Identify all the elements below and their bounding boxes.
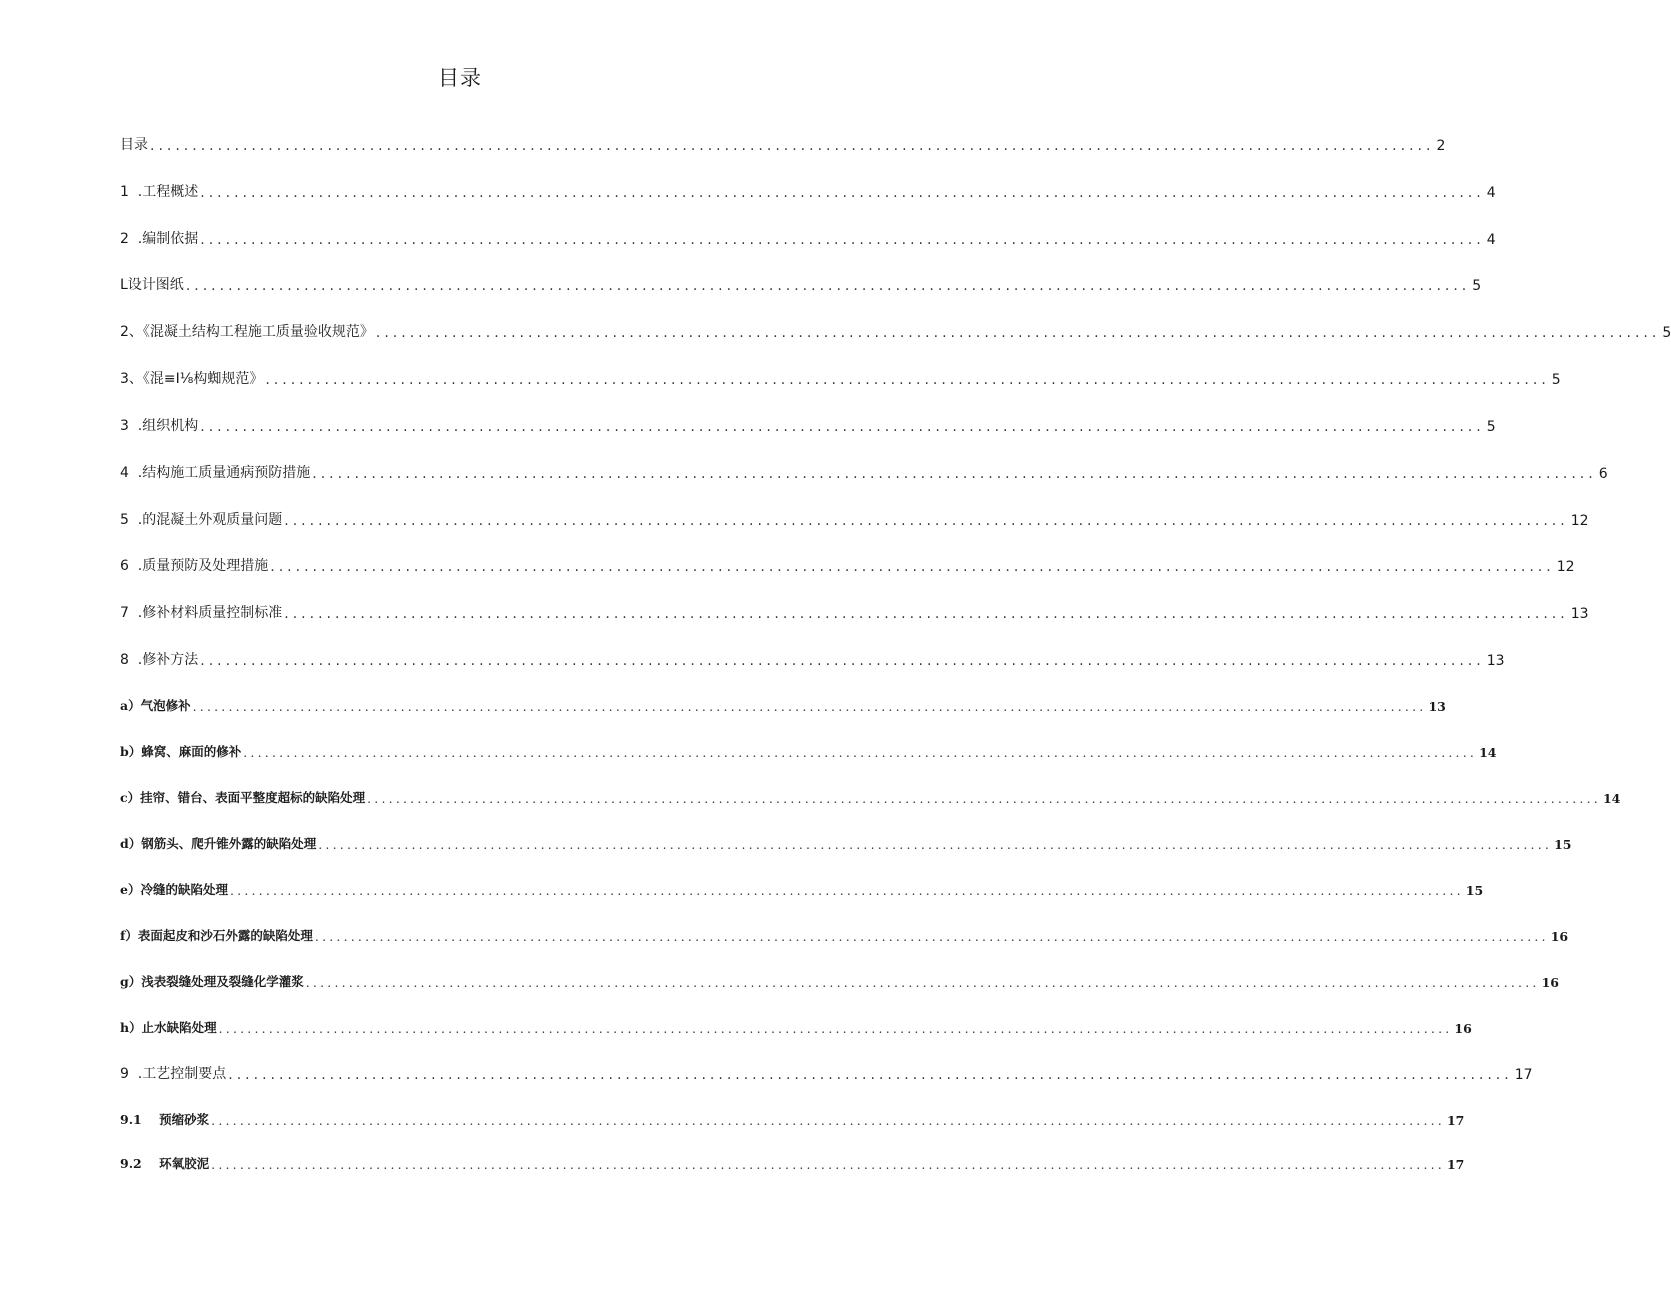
- toc-entry[interactable]: [120, 224, 1496, 248]
- dot-leader: ........................................................................................................................................................: [284, 513, 1569, 529]
- toc-page-number: 14: [1479, 745, 1497, 760]
- toc-entry-label: 8 .修补方法: [120, 652, 199, 668]
- toc-entry[interactable]: [120, 1012, 1472, 1036]
- toc-page-number: 17: [1514, 1067, 1533, 1083]
- toc-entry-label: 2 .编制依据: [120, 231, 199, 247]
- toc-page-number: 2: [1436, 138, 1446, 154]
- toc-page-number: 4: [1486, 232, 1496, 248]
- toc-entry[interactable]: [120, 177, 1496, 201]
- toc-entry[interactable]: [120, 645, 1505, 669]
- toc-page-number: 15: [1465, 883, 1484, 898]
- dot-leader: ........................................................................................................................................................: [284, 606, 1569, 622]
- dot-leader: ............................................................................................................................................................................: [229, 883, 1464, 898]
- toc-entry-label: 9.1 预缩砂浆: [120, 1112, 210, 1127]
- dot-leader: ........................................................................................................................................................: [270, 559, 1555, 575]
- toc-page-number: 12: [1556, 559, 1575, 575]
- dot-leader: ............................................................................................................................................................................: [243, 745, 1478, 760]
- toc-entry[interactable]: [120, 1148, 1465, 1172]
- toc-entry-label: c）挂帘、错台、表面平整度超标的缺陷处理: [120, 790, 366, 805]
- dot-leader: ............................................................................................................................................................................: [192, 699, 1427, 714]
- dot-leader: ........................................................................................................................................................: [200, 653, 1485, 669]
- toc-entry[interactable]: [120, 736, 1497, 760]
- dot-leader: ........................................................................................................................................................: [375, 325, 1661, 341]
- dot-leader: ........................................................................................................................................................: [312, 466, 1597, 482]
- toc-entry[interactable]: [120, 874, 1484, 898]
- toc-page-number: 17: [1446, 1157, 1465, 1172]
- toc-entry[interactable]: [120, 598, 1589, 622]
- dot-leader: ........................................................................................................................................................: [200, 232, 1485, 248]
- toc-page-number: 5: [1662, 325, 1671, 341]
- toc-entry[interactable]: [120, 411, 1496, 435]
- toc-entry[interactable]: [120, 270, 1482, 294]
- toc-page-number: 16: [1550, 929, 1569, 944]
- dot-leader: ............................................................................................................................................................................: [211, 1157, 1445, 1172]
- toc-page-number: 13: [1428, 699, 1446, 714]
- toc-page-number: 5: [1551, 372, 1561, 388]
- toc-entry[interactable]: [120, 130, 1446, 154]
- toc-entry[interactable]: [120, 828, 1572, 852]
- toc-page-number: 16: [1541, 975, 1559, 990]
- toc-entry-label: g）浅表裂缝处理及裂缝化学灌浆: [120, 974, 304, 989]
- toc-page-number: 12: [1570, 513, 1589, 529]
- page-title: 目录: [438, 66, 482, 90]
- toc-entry-label: a）气泡修补: [120, 698, 191, 713]
- toc-entry[interactable]: [120, 458, 1608, 482]
- toc-entry-label: 9.2 环氧胶泥: [120, 1156, 210, 1171]
- toc-entry[interactable]: [120, 551, 1575, 575]
- toc-page-number: 17: [1446, 1113, 1465, 1128]
- toc-entry[interactable]: [120, 1059, 1533, 1083]
- toc-entry-label: f）表面起皮和沙石外露的缺陷处理: [120, 928, 313, 943]
- dot-leader: ........................................................................................................................................................: [200, 419, 1485, 435]
- toc-page-number: 13: [1486, 653, 1505, 669]
- toc-entry-label: d）钢筋头、爬升锥外露的缺陷处理: [120, 836, 317, 851]
- dot-leader: ........................................................................................................................................................: [200, 185, 1485, 201]
- toc-entry-label: 3、《混≡I⅛构蜘规范》: [120, 371, 264, 387]
- toc-entry-label: 6 .质量预防及处理措施: [120, 558, 269, 574]
- dot-leader: ........................................................................................................................................................: [265, 372, 1550, 388]
- toc-entry[interactable]: [120, 505, 1589, 529]
- toc-entry-label: h）止水缺陷处理: [120, 1020, 217, 1035]
- toc-entry[interactable]: [120, 364, 1561, 388]
- toc-entry-label: 1 .工程概述: [120, 184, 199, 200]
- toc-entry-label: 3 .组织机构: [120, 418, 199, 434]
- toc-page-number: 6: [1598, 466, 1608, 482]
- toc-entry-label: 目录: [120, 137, 148, 153]
- toc-entry[interactable]: [120, 1104, 1465, 1128]
- toc-page-number: 14: [1602, 791, 1621, 806]
- toc-entry-label: 9 .工艺控制要点: [120, 1066, 227, 1082]
- toc-entry-label: 2、《混凝土结构工程施工质量验收规范》: [120, 324, 374, 340]
- toc-page-number: 15: [1554, 837, 1572, 852]
- dot-leader: ............................................................................................................................................................................: [314, 929, 1549, 944]
- toc-entry-label: b）蜂窝、麻面的修补: [120, 744, 242, 759]
- toc-page-number: 4: [1486, 185, 1496, 201]
- toc-entry-label: e）冷缝的缺陷处理: [120, 882, 228, 897]
- toc-entry-label: 4 .结构施工质量通病预防措施: [120, 465, 311, 481]
- dot-leader: ............................................................................................................................................................................: [367, 791, 1601, 806]
- toc-entry[interactable]: [120, 920, 1569, 944]
- dot-leader: ............................................................................................................................................................................: [211, 1113, 1445, 1128]
- toc-page-number: 5: [1486, 419, 1496, 435]
- toc-entry[interactable]: [120, 782, 1621, 806]
- toc-entry[interactable]: [120, 690, 1446, 714]
- dot-leader: ........................................................................................................................................................: [150, 138, 1435, 154]
- dot-leader: ........................................................................................................................................................: [185, 278, 1471, 294]
- toc-page-number: 16: [1454, 1021, 1472, 1036]
- dot-leader: ........................................................................................................................................................: [228, 1067, 1513, 1083]
- toc-entry-label: L设计图纸: [120, 277, 184, 293]
- toc-entry-label: 7 .修补材料质量控制标准: [120, 605, 283, 621]
- toc-entry[interactable]: [120, 317, 1671, 341]
- dot-leader: ............................................................................................................................................................................: [305, 975, 1540, 990]
- toc-page-number: 5: [1472, 278, 1482, 294]
- dot-leader: ............................................................................................................................................................................: [218, 1021, 1453, 1036]
- dot-leader: ............................................................................................................................................................................: [318, 837, 1553, 852]
- toc-page-number: 13: [1570, 606, 1589, 622]
- toc-entry-label: 5 .的混凝土外观质量问题: [120, 512, 283, 528]
- toc-entry[interactable]: [120, 966, 1559, 990]
